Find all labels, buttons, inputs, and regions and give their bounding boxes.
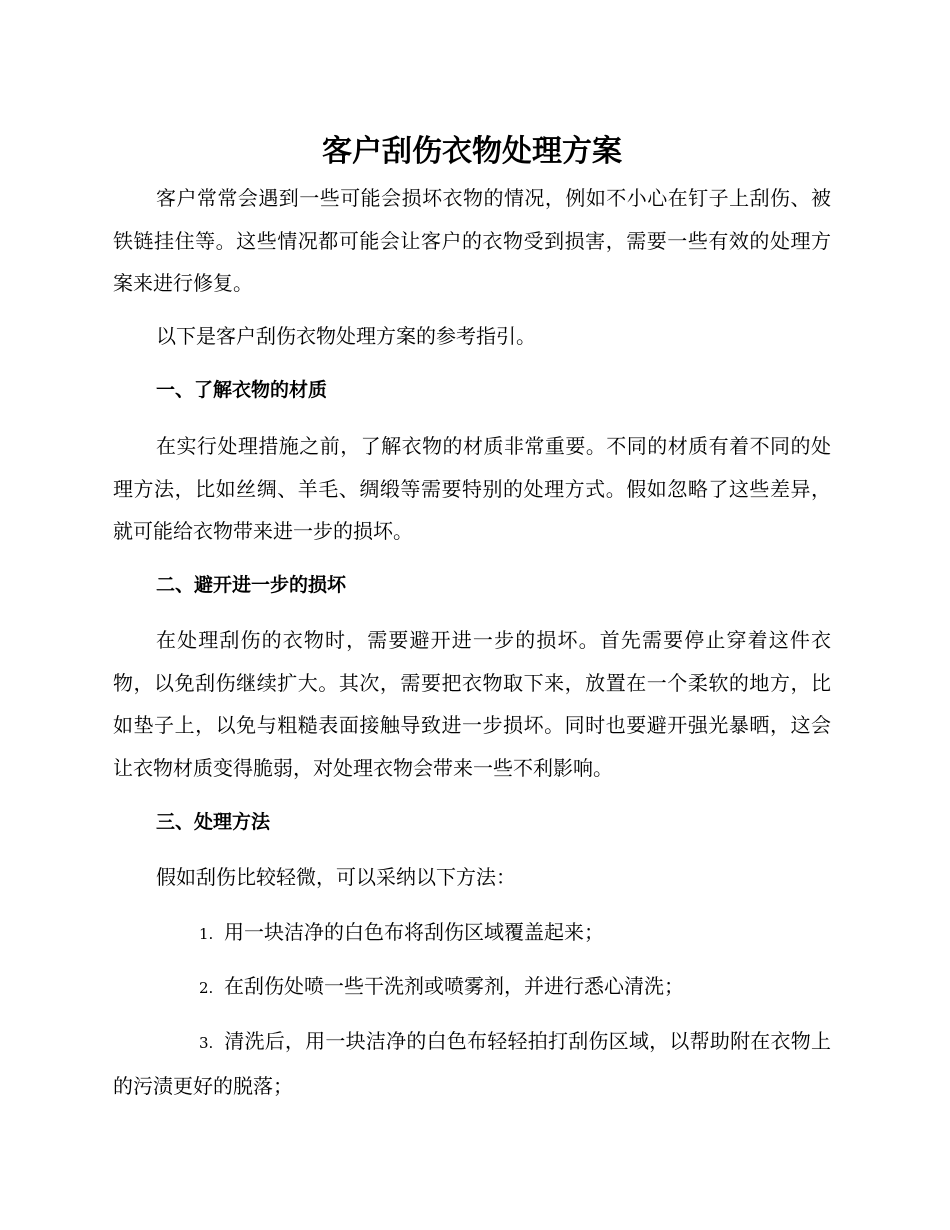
list-item-text: 在刮伤处喷一些干洗剂或喷雾剂，并进行悉心清洗； (224, 974, 684, 998)
list-item (113, 1020, 831, 1107)
list-item-text: 清洗后，用一块洁净的白色布轻轻拍打刮伤区域，以帮助附在衣物上的污渍更好的脱落； (113, 1029, 831, 1098)
section-heading-avoid-damage: 二、避开进一步的损坏 (156, 574, 347, 596)
list-item-number: 1. (199, 925, 214, 943)
list-item-number: 2. (199, 979, 214, 997)
document-title: 客户刮伤衣物处理方案 (322, 134, 622, 169)
list-item (113, 911, 831, 956)
section-body-methods: 假如刮伤比较轻微，可以采纳以下方法： (156, 865, 516, 889)
section-heading-material: 一、了解衣物的材质 (156, 379, 328, 401)
section-heading-methods: 三、处理方法 (156, 811, 271, 833)
list-item (113, 965, 831, 1010)
section-body-material: 在实行处理措施之前，了解衣物的材质非常重要。不同的材质有着不同的处理方法，比如丝绸、羊毛、绸缎等需要特别的处理方式。假如忽略了这些差异，就可能给衣物带来进一步的损坏。 (113, 434, 831, 543)
guide-paragraph: 以下是客户刮伤衣物处理方案的参考指引。 (156, 324, 536, 348)
section-body-avoid-damage: 在处理刮伤的衣物时，需要避开进一步的损坏。首先需要停止穿着这件衣物，以免刮伤继续扩大。其次，需要把衣物取下来，放置在一个柔软的地方，比如垫子上，以免与粗糙表面接触导致进一步损坏。同时也要避开强光暴晒，这会让衣物材质变得脆弱，对处理衣物会带来一些不利影响。 (113, 628, 831, 780)
list-item-text: 用一块洁净的白色布将刮伤区域覆盖起来； (224, 920, 604, 944)
intro-paragraph: 客户常常会遇到一些可能会损坏衣物的情况，例如不小心在钉子上刮伤、被铁链挂住等。这些情况都可能会让客户的衣物受到损害，需要一些有效的处理方案来进行修复。 (113, 186, 831, 295)
list-item-number: 3. (199, 1034, 214, 1052)
